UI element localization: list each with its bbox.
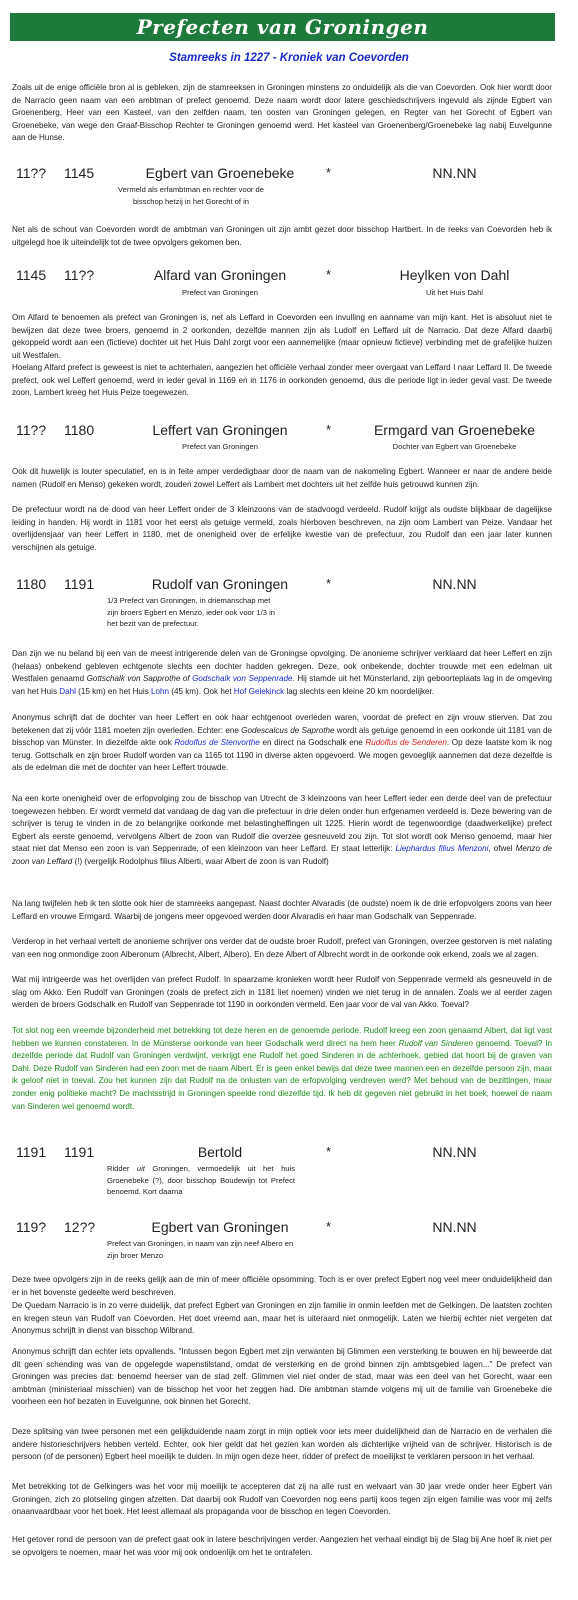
entry-to-year: 1191 — [64, 1144, 95, 1160]
paragraph-17: Met betrekking tot de Gelkingers was het voor mij moeilijk te accepteren dat zij na alle rust en welvaart van 30 jaar vrede onder heer Egbert van Groningen, zich zo plotseling gingen afzetten. Dat daarbij ook Rudolf van Coevorden nog eens partij koos tegen zijn eigen familie was voor mij zelfs onaanvaardbaar voor het boek. Het leest allemaal als propaganda voor de bisschop en tegen Coevorden. — [12, 1482, 552, 1517]
lineage-entry — [0, 265, 578, 287]
page-title: Prefecten van Groningen — [136, 15, 429, 39]
entry-from-year: 11?? — [16, 165, 47, 181]
page-subtitle: Stamreeks in 1227 - Kroniek van Coevorden — [169, 52, 409, 64]
entry-name: Rudolf van Groningen — [151, 576, 289, 592]
lineage-entry — [0, 420, 578, 442]
entry-spouse: NN.NN — [432, 1144, 477, 1160]
entry-note: Prefect van Groningen — [182, 442, 258, 451]
lineage-entry — [0, 1142, 578, 1164]
paragraph-11: Wat mij intrigeerde was het overlijden van prefect Rudolf. In spaarzame kronieken wordt heer Rudolf von Seppenrade vermeld als gesneuveld in de slag om Akko. Een Rudolf van Groningen (zoals de prefect zich in 1181 liet noemen) vinden we niet terug in de annalen. Zoals we al eerder zagen werden de broers Godschalk en Rudolf van Seppenrade tot 1190 in oorkonden vermeld. Een jaar voor de val van Akko. Toeval? — [12, 975, 552, 1010]
intro-paragraph: Zoals uit de enige officiële bron al is gebleken, zijn de stamreeksen in Groningen minstens zo onduidelijk als die van Coevorden. Ook hier wordt door de Narracio geen naam van een ambtman of prefect genoemd. Deze naam wordt door latere geschiedschrijvers ingevuld als zijnde Egbert van Groenenberg, Heer van een Kasteel, van den zelfden naam, ten oosten van Groningen gelegen, en Regter van het Gorecht of Egbert van Groenebeke, van wege den Graaf-Bisschop Rechter te Groningen genoemd werd. Het kasteel van Groenenberg/Groenebeke lag nabij Euvelgunne aan de Hunse. — [12, 83, 552, 143]
paragraph-4: Ook dit huwelijk is louter speculatief, en is in feite amper verdedigbaar door de naam van de nakomeling Egbert. Wanneer er naar de andere beide namen (Rudolf en Menso) gekeken wordt, zouden zowel Leffert als Lambert met dochters uit het zelfde huis getrouwd kunnen zijn. — [12, 467, 552, 489]
paragraph-12: Tot slot nog een vreemde bijzonderheid met betrekking tot deze heren en de genoemde periode. Rudolf kreeg een zoon genaamd Albert, dat ligt vast hebben we kunnen constateren. In de Münsterse oorkonde van heer Godschalk werd direct na hem heer Rudolf van Sinderen genoemd. Toeval? In dezelfde periode dat Rudolf van Groningen verdwijnt, verkrijgt ene Rudolf het goed Sinderen in de achterhoek, gebied dat hoort bij de graven van Dahl. Deze Rudolf van Sinderen had een zoon met de naam Albert. Er is geen enkel bewijs dat deze twee mannen een en dezelfde persoon zijn, maar ik geloof niet in toeval. Zou het kunnen zijn dat Rudolf na de onlusten van de erfopvolging verdreven werd? Met behoud van de bezittingen, maar zonder enig politieke macht? De machtsstrijd in Groningen speelde rond diezelfde tijd. Ik heb dit gegeven niet gebruikt in het boek, hoewel de naam van Sinderen wel genoemd wordt. — [12, 1026, 552, 1111]
entry-from-year: 1180 — [16, 576, 47, 592]
entry-note: Vermeld als erfambtman en rechter voor de bisschop hetzij in het Gorecht of in — [117, 185, 265, 206]
spouse-note: Uit het Huis Dahl — [426, 288, 483, 297]
marriage-star: * — [326, 267, 332, 282]
marriage-star: * — [326, 1219, 332, 1234]
spouse-note: Dochter van Egbert van Groenebeke — [392, 442, 517, 451]
entry-name: Bertold — [197, 1144, 243, 1160]
paragraph-7: Anonymus schrijft dat de dochter van heer Leffert en ook haar echtgenoot overleden waren, voordat de prefect en zijn vrouw stierven. Dat zou betekenen dat zij vóór 1181 moeten zijn overleden. Echter: ene Godescalcus de Saprothe wordt als getuige genoemd in een oorkonde uit 1181 van de bisschop van Münster. In diezelfde akte ook Rodolfus de Stenvorthe en direct na Godschalk ene Rudolfus de Senderen. Op deze laatste kom ik nog terug. Gottschalk en zijn broer Rudolf worden van ca 1165 tot 1190 in diverse akten opgevoerd. We mogen gevoeglijk aannemen dat deze dezelfde is als de edelman die met de dochter van heer Leffert trouwde. — [12, 713, 553, 773]
entry-to-year: 1191 — [64, 576, 95, 592]
marriage-star: * — [326, 422, 332, 437]
paragraph-5: De prefectuur wordt na de dood van heer Leffert onder de 3 kleinzoons van de stadvoogd verdeeld. Rudolf krijgt als oudste blijkbaar de dagelijkse leiding in handen. Hij wordt in 1181 voor het eerst als getuige vermeld, zoals hierboven beschreven, na zijn oom Lambert van Peize. Vandaar het overlijdensjaar van heer Leffert in 1180, met de onenigheid over de erfelijke kwestie van de prefectuur, zou Rudolf dan een jaar later kunnen verschijnen als getuige. — [12, 505, 552, 552]
paragraph-3: Hoelang Alfard prefect is geweest is niet te achterhalen, aangezien het officiële verhaal zonder meer overgaat van Leffard I naar Leffard II. De tweede prefect, ook wel Leffert genoemd, werd in ieder geval in 1169 en in 1176 in oorkonden genoemd, dus die periode ligt in ieder geval vast. De tweede zoon, Lambert kreeg het Huis Peize toegewezen. — [12, 363, 552, 398]
page-title-banner — [10, 13, 555, 41]
paragraph-18: Het getover rond de persoon van de prefect gaat ook in latere beschrijvingen verder. Aangezien het verhaal eindigt bij de Slag bij Ane hoef ik niet per se opvolgers te noemen, maar het was voor mij ook ondoenlijk om het te ontrafelen. — [12, 1535, 552, 1557]
entry-spouse: NN.NN — [432, 1219, 477, 1235]
entry-name: Alfard van Groningen — [153, 267, 287, 283]
entry-from-year: 1191 — [16, 1144, 47, 1160]
lineage-entry — [0, 163, 578, 185]
entry-from-year: 11?? — [16, 422, 47, 438]
lineage-entry — [0, 574, 578, 596]
paragraph-6: Dan zijn we nu beland bij een van de meest intrigerende delen van de Groningse opvolging. De anonieme schrijver verklaard dat heer Leffert en zijn (helaas) onbekend gebleven echtgenote slechts een dochter hadden gekregen. Deze, ook onbekende, dochter trouwde met een edelman uit Westfalen genaamd Gottschalk von Sapprothe of Godschalk von Seppenrade. Hij stamde uit het Münsterland, zijn geboorteplaats lag in de omgeving van het Huis Dahl (15 km) en het Huis Lohn (45 km). Ook het Hof Gelekinck lag slechts een kleine 20 km noordelijker. — [12, 649, 552, 696]
paragraph-2: Om Alfard te benoemen als prefect van Groningen is, net als Leffard in Coevorden een invulling en aanname van mijn kant. Het is absoluut niet te bewijzen dat deze twee broers, genoemd in 2 oorkonden, dezelfde mannen zijn als Ludolf en Leffard uit de Narracio. Dat deze Alfard daarbij gekoppeld wordt aan een (fictieve) dochter uit het Huis Dahl zorgt voor een aannemelijke (maar opnieuw fictieve) verbinding met de grafelijke huizen uit Westfalen. — [12, 313, 552, 360]
paragraph-16: Deze splitsing van twee personen met een gelijkduidende naam zorgt in mijn optiek voor iets meer duidelijkheid dan de Narracio en de verhalen die andere historieschrijvers hebben verteld. Echter, ook hier geldt dat het gezien kan worden als dichterlijke vrijheid van de schrijver. Historisch is de persoon (of de personen) Egbert heel moeilijk te duiden. In mijn ogen deze heer, ridder of prefect de moeilijkst te verklaren persoon in het verhaal. — [12, 1427, 552, 1462]
paragraph-1: Net als de schout van Coevorden wordt de ambtman van Groningen uit zijn ambt gezet door bisschop Hartbert. In de reeks van Coevorden heb ik uitgelegd hoe ik uiteindelijk tot de twee opvolgers gekomen ben. — [12, 225, 552, 247]
entry-name: Leffert van Groningen — [152, 422, 288, 438]
paragraph-13: Deze twee opvolgers zijn in de reeks gelijk aan de min of meer officiële opsomming. Toch is er over prefect Egbert nog veel meer onduidelijkheid dan er in het bovenste gedeelte werd beschreven. — [12, 1275, 552, 1297]
entry-to-year: 11?? — [64, 267, 95, 283]
lineage-entry — [0, 1217, 578, 1239]
entry-note: Prefect van Groningen, in naam van zijn neef Albero en zijn broer Menzo — [107, 1239, 294, 1260]
entry-note: 1/3 Prefect van Groningen, in driemanschap met zijn broers Egbert en Menzo, ieder ook voor 1/3 in het bezit van de prefectuur. — [107, 596, 275, 628]
entry-note: Prefect van Groningen — [182, 288, 258, 297]
entry-spouse: Heylken von Dahl — [399, 267, 510, 283]
marriage-star: * — [326, 1144, 332, 1159]
entry-spouse: NN.NN — [432, 576, 477, 592]
entry-to-year: 1145 — [64, 165, 95, 181]
entry-from-year: 1145 — [16, 267, 47, 283]
entry-spouse: Ermgard van Groenebeke — [373, 422, 536, 438]
entry-to-year: 1180 — [64, 422, 95, 438]
entry-name: Egbert van Groenebeke — [145, 165, 295, 181]
marriage-star: * — [326, 165, 332, 180]
paragraph-9: Na lang twijfelen heb ik ten slotte ook hier de stamreeks aangepast. Naast dochter Alvaradis (de oudste) noem ik de drie erfopvolgers zoons van heer Leffard en vrouwe Ermgard. Waarbij de jongens meer opgevoed werden door Alvaradis en haar man Godschalk van Seppenrade. — [12, 899, 552, 921]
paragraph-14: De Quedam Narracio is in zo verre duidelijk, dat prefect Egbert van Groningen en zijn familie in onmin leefden met de Gelkingen. De laatsten zochten en kregen steun van Rudolf van Coevorden. Het doet vreemd aan, maar het is uiteraard niet onmogelijk. Laten we hierbij echter niet vergeten dat Anonymus schrijft in dienst van bisschop Wilbrand. — [12, 1301, 552, 1336]
paragraph-10: Verderop in het verhaal vertelt de anonieme schrijver ons verder dat de oudste broer Rudolf, prefect van Groningen, overzee gestorven is met nalating van een nog onmondige zoon Alberonum (Albrecht, Albert, Albero). En deze Albert of Albrecht wordt in de oorkonde ook erkend, zoals we al zagen. — [12, 937, 552, 959]
paragraph-15: Anonymus schrijft dan echter iets opvallends. "Intussen begon Egbert met zijn verwanten bij Glimmen een versterking te bouwen en hij beweerde dat dit geen schending was van de opgelegde wapenstilstand, omdat de versterking en de grond binnen zijn ambtsgebied lagen..." De prefect van Groningen was precies dat: benoemd heerser van de stad zelf. Glimmen viel niet onder de stad, maar was een deel van het Gorecht, waar een ambtman (ministeriaal misschien) van de bisschop het voor het zeggen had. Die ambtman stamde volgens mij uit de familie van Groenebeke die voorheen een hof bezaten in Euvelgunne, ook binnen het Gorecht. — [12, 1347, 552, 1407]
entry-note: Ridder uit Groningen, vermoedelijk uit het huis Groenebeke (?), door bisschop Boudewijn tot Prefect benoemd. Kort daarna — [107, 1164, 295, 1196]
entry-spouse: NN.NN — [432, 165, 477, 181]
paragraph-8: Na een korte onenigheid over de erfopvolging zou de bisschop van Utrecht de 3 kleinzoons van heer Leffert ieder een derde deel van de prefectuur toegewezen hebben. Er wordt vermeld dat vandaag de dag van die prefectuur in drie delen onder hun erfgenamen verdeeld is. Deze bewering van de schrijver is terug te vinden in de zo belangrijke oorkonde met belastingheffingen uit 1225. Hierin wordt de tegenwoordige (daadwerkelijke) prefect Egbert als eerste genoemd, vervolgens Albert de zoon van Rudolf die overzee gesneuveld zou zijn. Tot slot wordt ook Menso genoemd, maar hier staat niet dat Menso een zoon is van Seppenrade, of een kleinzoon van heer Leffard. Er staat letterlijk: Liephardus filius Menzoni, ofwel Menzo de zoon van Leffard (!) (vergelijk Rodolphus filius Alberti, waar Albert de zoon is van Rudolf) — [12, 794, 552, 866]
entry-to-year: 12?? — [64, 1219, 96, 1235]
entry-name: Egbert van Groningen — [151, 1219, 289, 1235]
marriage-star: * — [326, 576, 332, 591]
entry-from-year: 119? — [16, 1219, 47, 1235]
